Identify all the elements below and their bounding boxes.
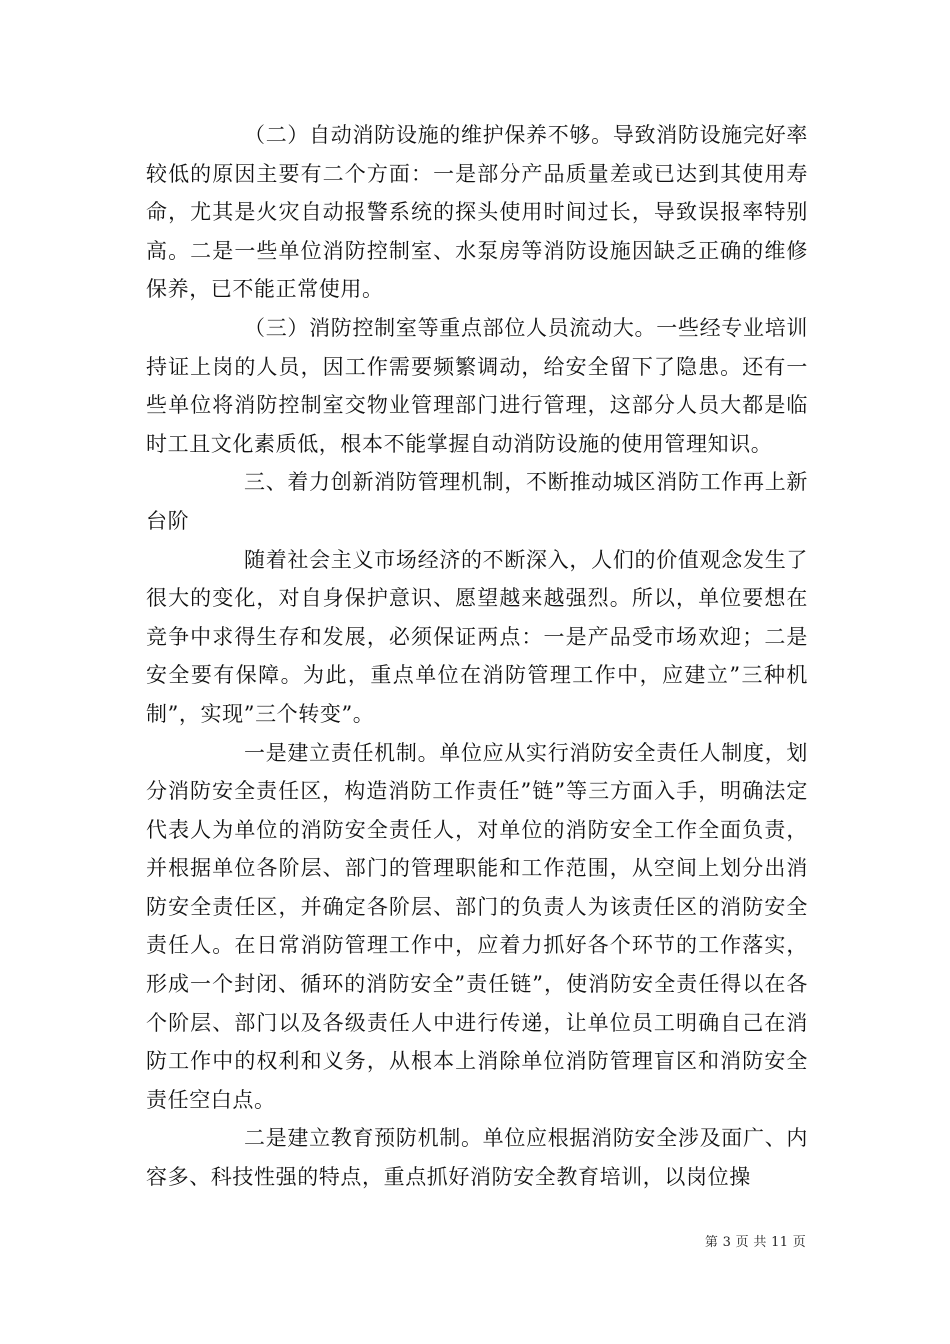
paragraph-market-economy: 随着社会主义市场经济的不断深入，人们的价值观念发生了很大的变化，对自身保护意识、愿望越来越强烈。所以，单位要想在竞争中求得生存和发展，必须保证两点：一是产品受市场欢迎；二是安全要有保障。为此，重点单位在消防管理工作中，应建立”三种机制”，实现”三个转变”。 [146, 547, 808, 726]
document-body [146, 116, 808, 1197]
page-number-footer: 第 3 页 共 11 页 [704, 1235, 806, 1250]
paragraph-education-mechanism: 二是建立教育预防机制。单位应根据消防安全涉及面广、内容多、科技性强的特点，重点抓好消防安全教育培训，以岗位操 [146, 1126, 808, 1190]
paragraph-personnel-turnover: （三）消防控制室等重点部位人员流动大。一些经专业培训持证上岗的人员，因工作需要频繁调动，给安全留下了隐患。还有一些单位将消防控制室交物业管理部门进行管理，这部分人员大都是临时工且文化素质低，根本不能掌握自动消防设施的使用管理知识。 [146, 315, 808, 456]
paragraph-responsibility-mechanism: 一是建立责任机制。单位应从实行消防安全责任人制度，划分消防安全责任区，构造消防工作责任”链”等三方面入手，明确法定代表人为单位的消防安全责任人，对单位的消防安全工作全面负责，并根据单位各阶层、部门的管理职能和工作范围，从空间上划分出消防安全责任区，并确定各阶层、部门的负责人为该责任区的消防安全责任人。在日常消防管理工作中，应着力抓好各个环节的工作落实，形成一个封闭、循环的消防安全”责任链”，使消防安全责任得以在各个阶层、部门以及各级责任人中进行传递，让单位员工明确自己在消防工作中的权利和义务，从根本上消除单位消防管理盲区和消防安全责任空白点。 [146, 740, 808, 1112]
paragraph-maintenance-issue: （二）自动消防设施的维护保养不够。导致消防设施完好率较低的原因主要有二个方面：一是部分产品质量差或已达到其使用寿命，尤其是火灾自动报警系统的探头使用时间过长，导致误报率特别高。二是一些单位消防控制室、水泵房等消防设施因缺乏正确的维修保养，已不能正常使用。 [146, 123, 808, 302]
section-heading-three: 三、着力创新消防管理机制，不断推动城区消防工作再上新台阶 [146, 470, 808, 533]
